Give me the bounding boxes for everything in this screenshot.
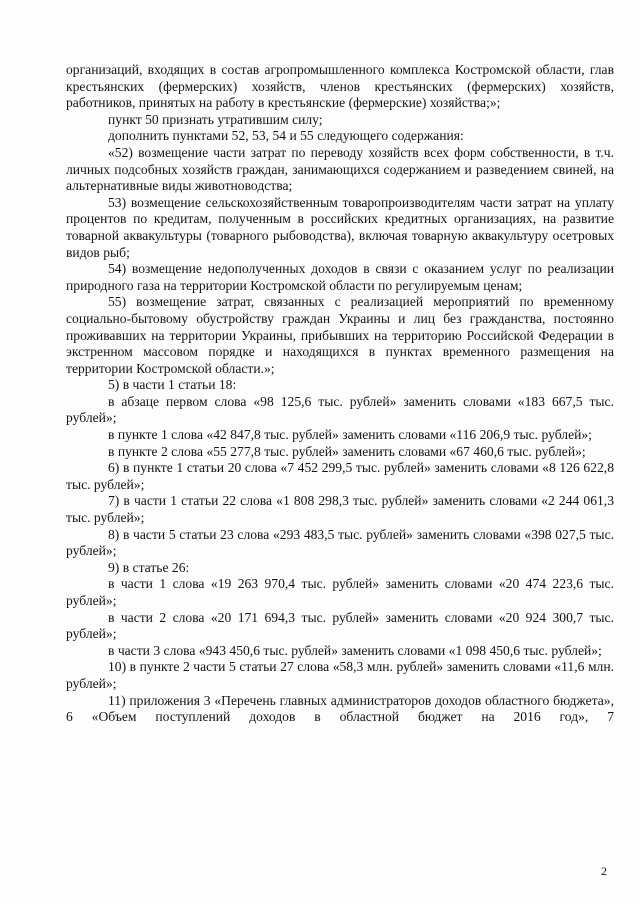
page-number: 2 (601, 864, 607, 878)
paragraph: 9) в статье 26: (108, 559, 190, 575)
paragraph: 55) возмещение затрат, связанных с реализацией мероприятий по временному социально-бытовому обустройству граждан Украины и лиц без гражданства, постоянно проживавших на территории Украины, прибывших на территорию Российской Федерации в экстренном массовом порядке и находящихся в пунктах временного размещения на территории Костромской области.»; (66, 294, 614, 376)
paragraph: «52) возмещение части затрат по переводу хозяйств всех форм собственности, в т.ч. личных подсобных хозяйств граждан, занимающихся содержанием и разведением свиней, на альтернативные виды животноводства; (66, 144, 614, 194)
paragraph: 54) возмещение недополученных доходов в связи с оказанием услуг по реализации природного газа на территории Костромской области по регулируемым ценам; (66, 261, 614, 293)
paragraph: в пункте 1 слова «42 847,8 тыс. рублей» заменить словами «116 206,9 тыс. рублей»; (108, 427, 592, 443)
paragraph: в абзаце первом слова «98 125,6 тыс. рублей» заменить словами «183 667,5 тыс. рублей»; (66, 393, 614, 426)
paragraph: 5) в части 1 статьи 18: (108, 377, 237, 393)
paragraph: пункт 50 признать утратившим силу; (108, 111, 323, 127)
paragraph: в части 2 слова «20 171 694,3 тыс. рублей» заменить словами «20 924 300,7 тыс. рублей»; (66, 609, 614, 642)
paragraph: 8) в части 5 статьи 23 слова «293 483,5 тыс. рублей» заменить словами «398 027,5 тыс. рублей»; (66, 526, 614, 559)
paragraph: в пункте 2 слова «55 277,8 тыс. рублей» заменить словами «67 460,6 тыс. рублей»; (108, 443, 586, 459)
paragraph: 6) в пункте 1 статьи 20 слова «7 452 299,5 тыс. рублей» заменить словами «8 126 622,8 тыс. рублей»; (66, 460, 614, 492)
paragraph: 11) приложения 3 «Перечень главных администраторов доходов областного бюджета», 6 «Объем поступлений доходов в областной бюджет на 2016 год», 7 (66, 692, 614, 725)
paragraph: в части 3 слова «943 450,6 тыс. рублей» заменить словами «1 098 450,6 тыс. рублей»; (108, 642, 602, 658)
document-body (66, 62, 614, 726)
paragraph: дополнить пунктами 52, 53, 54 и 55 следующего содержания: (108, 128, 464, 144)
paragraph: организаций, входящих в состав агропромышленного комплекса Костромской области, глав крестьянских (фермерских) хозяйств, членов крестьянских (фермерских) хозяйств, работников, принятых на работу в крестьянские (фермерские) хозяйства;»; (66, 62, 614, 111)
paragraph: в части 1 слова «19 263 970,4 тыс. рублей» заменить словами «20 474 223,6 тыс. рублей»; (66, 576, 614, 608)
paragraph: 10) в пункте 2 части 5 статьи 27 слова «58,3 млн. рублей» заменить словами «11,6 млн. рублей»; (66, 659, 614, 691)
paragraph: 7) в части 1 статьи 22 слова «1 808 298,3 тыс. рублей» заменить словами «2 244 061,3 тыс. рублей»; (66, 493, 614, 526)
paragraph: 53) возмещение сельскохозяйственным товаропроизводителям части затрат на уплату процентов по кредитам, полученным в российских кредитных организациях, на развитие товарной аквакультуры (товарного рыбоводства), включая товарную аквакультуру осетровых видов рыб; (66, 194, 614, 260)
